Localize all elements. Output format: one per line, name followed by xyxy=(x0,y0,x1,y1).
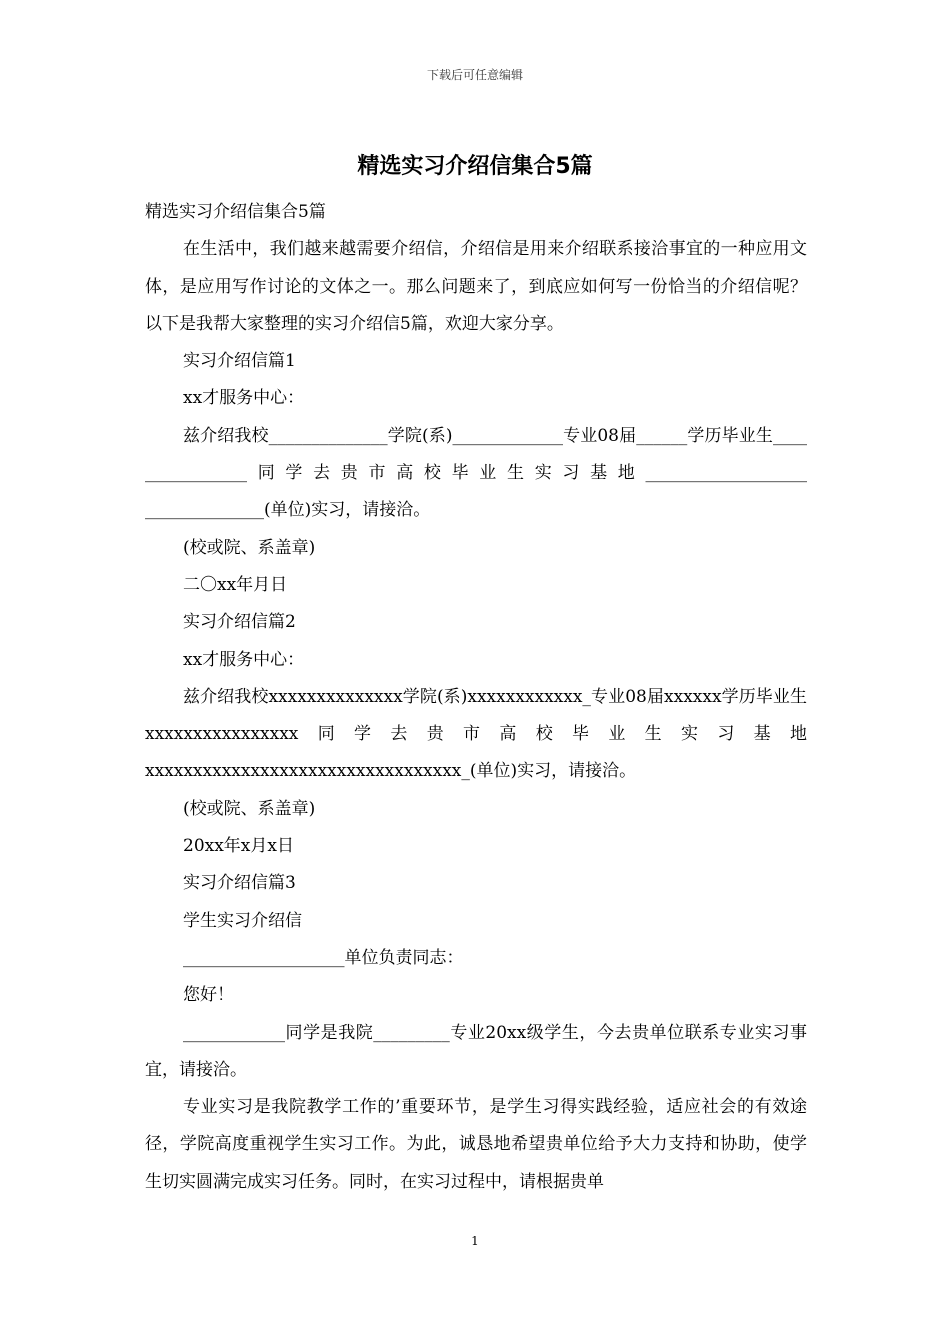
section-heading-2: 实习介绍信篇2 xyxy=(183,612,296,633)
intro-paragraph: 在生活中，我们越来越需要介绍信，介绍信是用来介绍联系接洽事宜的一种应用文体，是应用写作讨论的文体之一。那么问题来了，到底应如何写一份恰当的介绍信呢？以下是我帮大家整理的实习介绍信5篇，欢迎大家分享。 xyxy=(145,239,807,334)
recipient-line: xx才服务中心： xyxy=(183,649,305,670)
letter-body-1: 兹介绍我校______________学院(系)_____________专业08届______学历毕业生________________同学去贵市高校毕业生实习基地___________________ xyxy=(145,425,807,484)
letter-body-2-end: xxxxxxxxxxxxxxxxxxxxxxxxxxxxxxxxx_(单位)实习，请接洽。 xyxy=(145,761,637,782)
letter-body-3: ____________同学是我院_________专业20xx级学生，今去贵单位联系专业实习事宜，请接洽。 xyxy=(145,1022,807,1080)
document-body xyxy=(145,194,807,1201)
stamp-line: (校或院、系盖章) xyxy=(183,798,316,819)
salutation-line: ___________________单位负责同志： xyxy=(183,947,464,968)
letter-body-1-end: ______________(单位)实习，请接洽。 xyxy=(145,500,431,521)
recipient-line: xx才服务中心： xyxy=(183,388,305,409)
stamp-line: (校或院、系盖章) xyxy=(183,537,316,558)
section-heading-1: 实习介绍信篇1 xyxy=(183,351,296,372)
document-title: 精选实习介绍信集合5篇 xyxy=(357,154,593,179)
subtitle-line: 精选实习介绍信集合5篇 xyxy=(145,202,326,222)
header-note: 下载后可任意编辑 xyxy=(426,68,523,82)
date-line: 二〇xx年月日 xyxy=(183,574,288,595)
page-number: 1 xyxy=(471,1234,479,1248)
letter-body-3-detail: 专业实习是我院教学工作的’重要环节，是学生习得实践经验，适应社会的有效途径，学院高度重视学生实习工作。为此，诚恳地希望贵单位给予大力支持和协助，使学生切实圆满完成实习任务。同时，在实习过程中，请根据贵单 xyxy=(145,1097,807,1192)
letter-body-2: 兹介绍我校xxxxxxxxxxxxxx学院(系)xxxxxxxxxxxx_专业08届xxxxxx学历毕业生xxxxxxxxxxxxxxxx同学去贵市高校毕业生实习基地 xyxy=(145,686,807,745)
letter-title: 学生实习介绍信 xyxy=(183,910,302,931)
date-line: 20xx年x月x日 xyxy=(183,836,294,857)
greeting: 您好！ xyxy=(183,985,234,1006)
section-heading-3: 实习介绍信篇3 xyxy=(183,873,296,894)
